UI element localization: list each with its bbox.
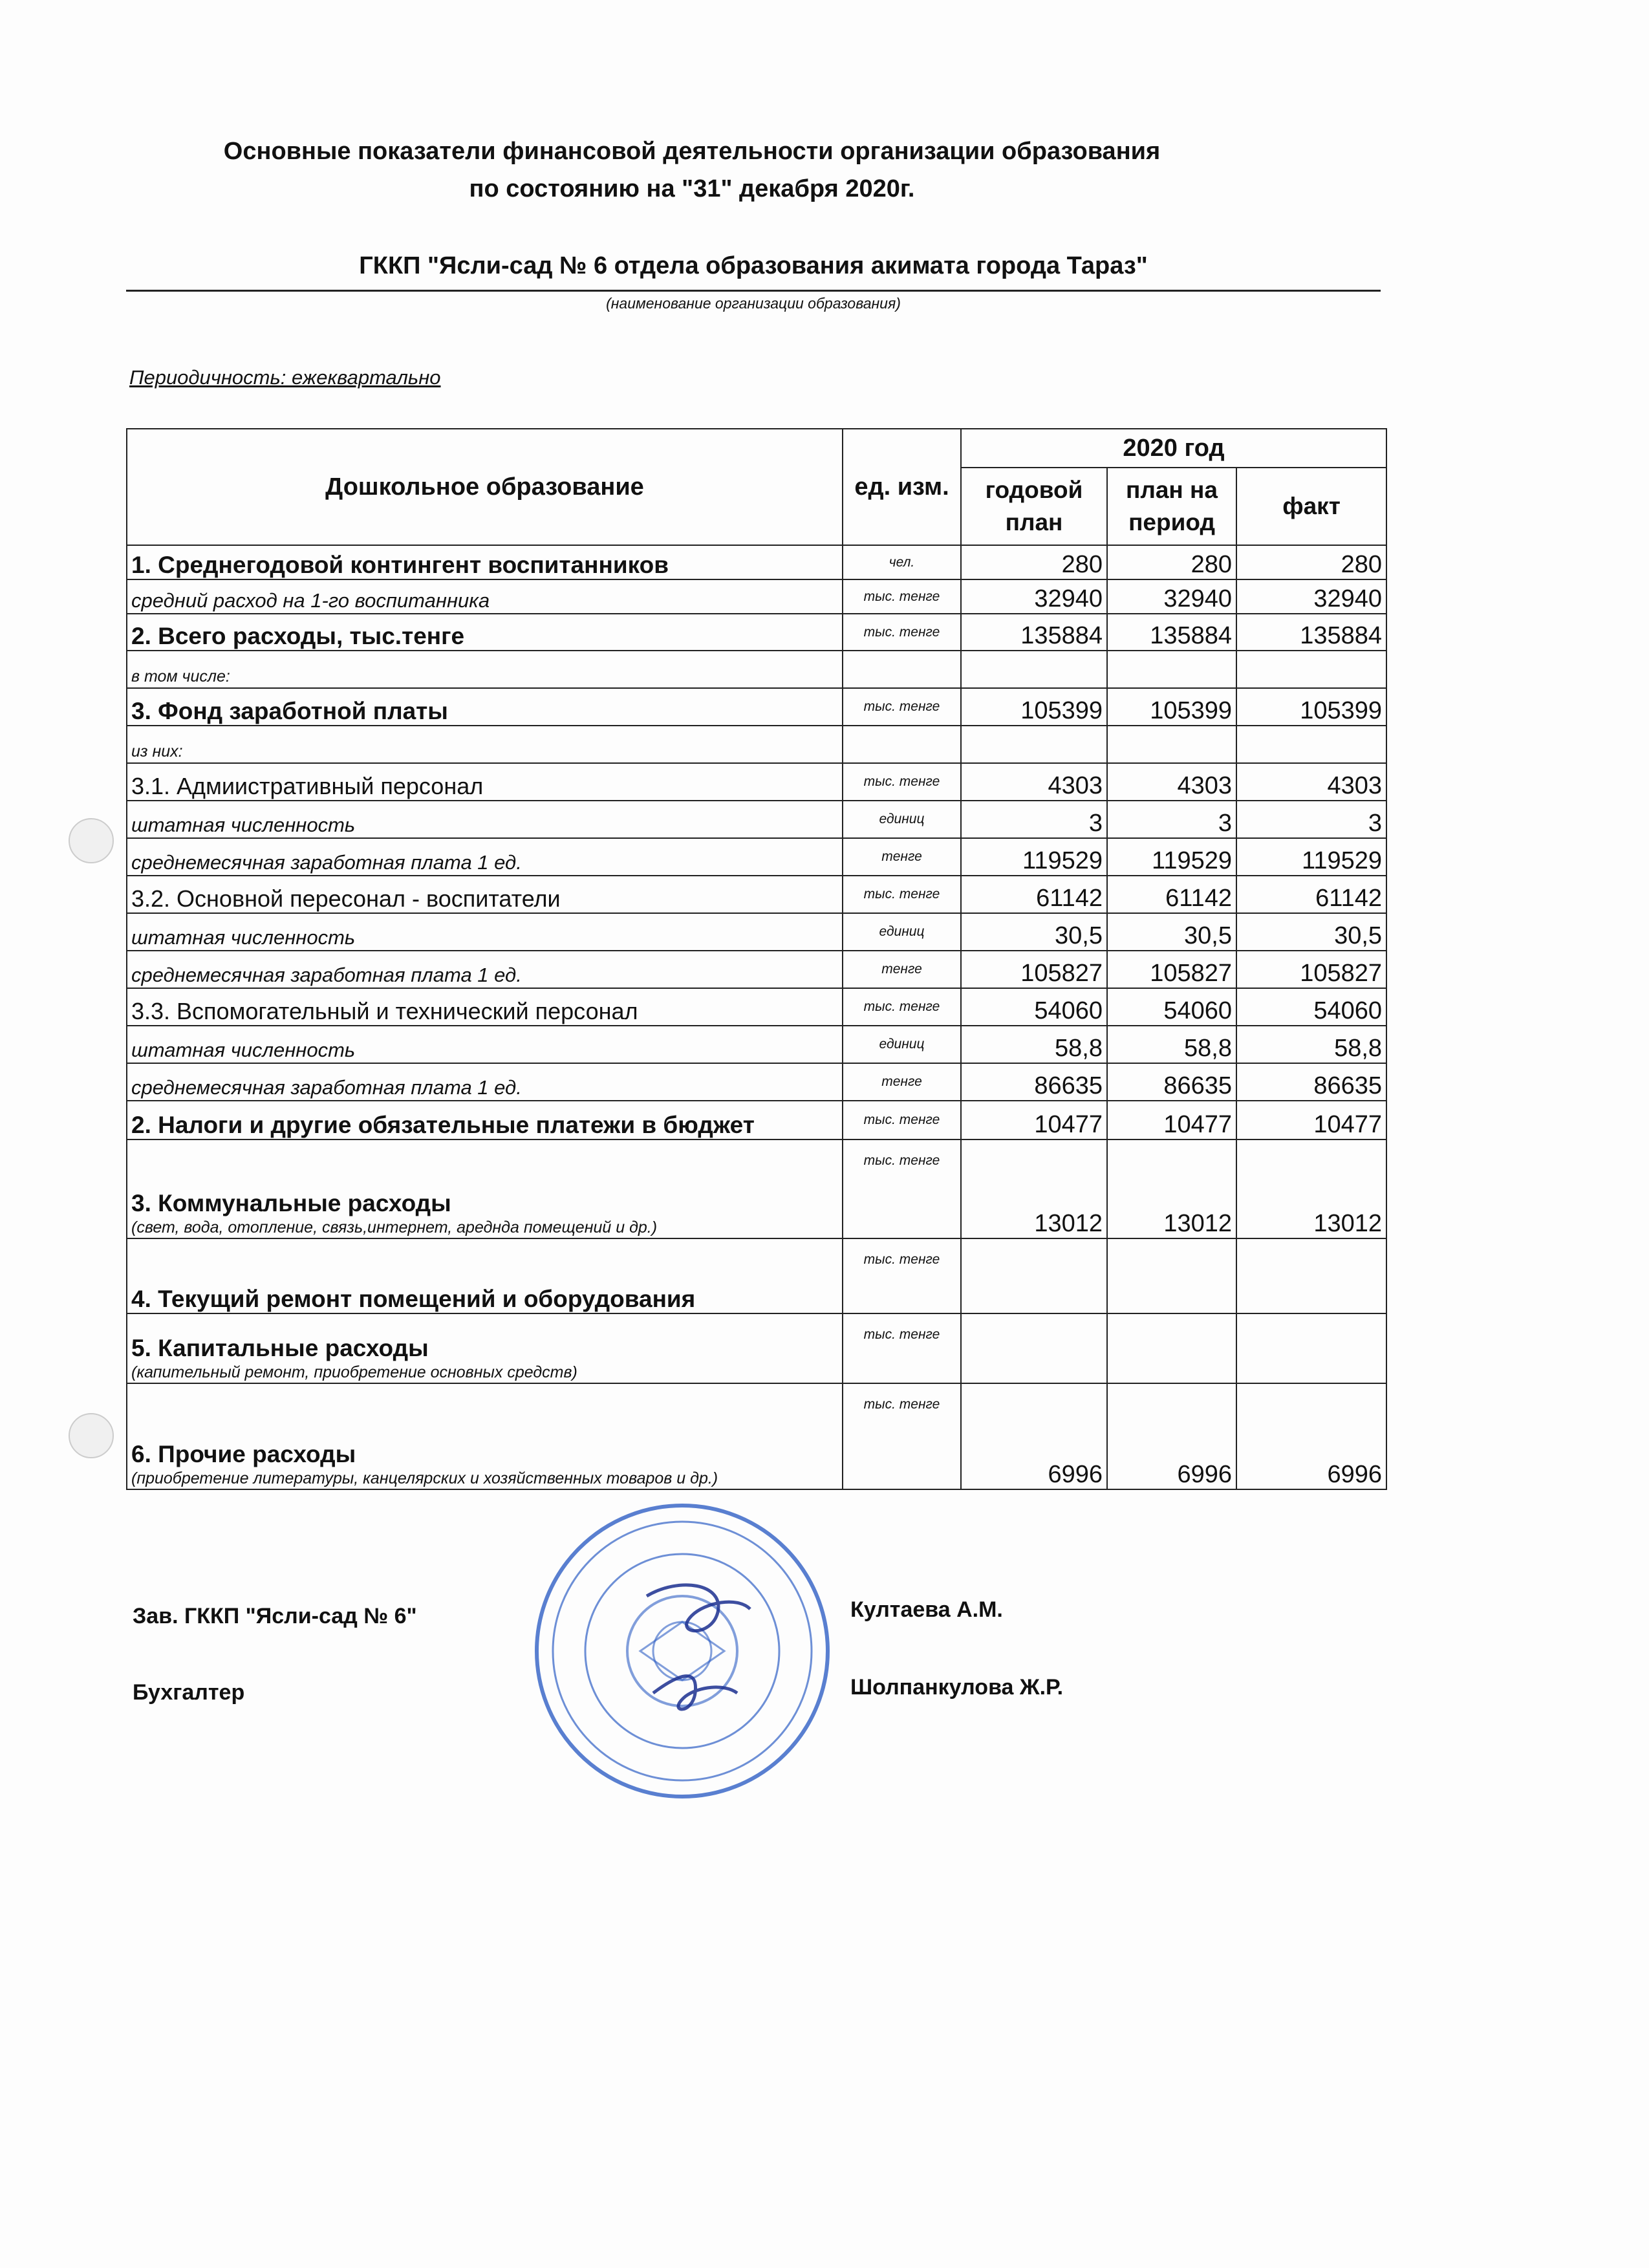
row-period-value: 119529	[1107, 838, 1236, 876]
row-label-text: 4. Текущий ремонт помещений и оборудования	[131, 1286, 696, 1312]
row-unit: единиц	[843, 801, 961, 838]
row-fact-value: 6996	[1236, 1383, 1386, 1489]
row-fact-value: 86635	[1236, 1063, 1386, 1101]
financial-table	[126, 428, 1387, 1490]
row-label-text: 2. Всего расходы, тыс.тенге	[131, 623, 465, 649]
row-label-text: 5. Капитальные расходы	[131, 1335, 429, 1361]
row-fact-value: 13012	[1236, 1139, 1386, 1238]
row-label-text: 3.3. Вспомогательный и технический персонал	[131, 998, 638, 1024]
row-period-value: 13012	[1107, 1139, 1236, 1238]
row-label	[127, 726, 843, 763]
row-label-text: штатная численность	[131, 1039, 356, 1061]
row-label-text: средний расход на 1-го воспитанника	[131, 589, 490, 612]
row-unit: тыс. тенге	[843, 763, 961, 801]
row-fact-value: 105399	[1236, 688, 1386, 726]
row-fact-value: 54060	[1236, 988, 1386, 1026]
row-unit: тыс. тенге	[843, 1139, 961, 1238]
row-annual-value: 13012	[961, 1139, 1107, 1238]
header-unit: ед. изм.	[843, 429, 961, 545]
row-unit: единиц	[843, 1026, 961, 1063]
table-row	[127, 1313, 1386, 1383]
header-fact: факт	[1236, 468, 1386, 545]
row-unit: тыс. тенге	[843, 988, 961, 1026]
signature-head	[647, 1585, 750, 1631]
row-period-value: 105399	[1107, 688, 1236, 726]
row-fact-value: 3	[1236, 801, 1386, 838]
row-label	[127, 614, 843, 651]
row-unit: тыс. тенге	[843, 1238, 961, 1313]
row-unit: тыс. тенге	[843, 1313, 961, 1383]
row-fact-value	[1236, 726, 1386, 763]
row-label	[127, 951, 843, 988]
row-label	[127, 579, 843, 614]
row-label-text: 3. Фонд заработной платы	[131, 698, 448, 724]
table-row	[127, 579, 1386, 614]
row-annual-value: 10477	[961, 1101, 1107, 1139]
table-row	[127, 545, 1386, 579]
row-label-text: среднемесячная заработная плата 1 ед.	[131, 851, 522, 874]
row-unit: чел.	[843, 545, 961, 579]
punch-hole-top	[69, 818, 114, 863]
table-row	[127, 1238, 1386, 1313]
row-label	[127, 1101, 843, 1139]
row-period-value: 280	[1107, 545, 1236, 579]
row-annual-value: 58,8	[961, 1026, 1107, 1063]
table-row	[127, 876, 1386, 913]
table-row	[127, 688, 1386, 726]
row-note: (капительный ремонт, приобретение основных средств)	[131, 1363, 577, 1381]
row-fact-value	[1236, 1238, 1386, 1313]
row-period-value	[1107, 651, 1236, 688]
row-period-value: 30,5	[1107, 913, 1236, 951]
row-unit: тыс. тенге	[843, 579, 961, 614]
row-unit: тыс. тенге	[843, 688, 961, 726]
row-annual-value: 61142	[961, 876, 1107, 913]
row-label-text: 3.2. Основной пересонал - воспитатели	[131, 885, 561, 912]
row-annual-value: 3	[961, 801, 1107, 838]
row-label	[127, 688, 843, 726]
row-fact-value: 280	[1236, 545, 1386, 579]
row-label	[127, 545, 843, 579]
row-label	[127, 988, 843, 1026]
row-annual-value: 32940	[961, 579, 1107, 614]
row-label	[127, 1063, 843, 1101]
row-fact-value: 4303	[1236, 763, 1386, 801]
row-label	[127, 651, 843, 688]
row-annual-value	[961, 1238, 1107, 1313]
table-row	[127, 726, 1386, 763]
row-label-text: 1. Среднегодовой контингент воспитанников	[131, 552, 669, 578]
row-annual-value: 105827	[961, 951, 1107, 988]
row-fact-value: 119529	[1236, 838, 1386, 876]
row-unit: тыс. тенге	[843, 1101, 961, 1139]
row-period-value: 86635	[1107, 1063, 1236, 1101]
row-unit: тыс. тенге	[843, 614, 961, 651]
row-annual-value: 105399	[961, 688, 1107, 726]
row-period-value: 10477	[1107, 1101, 1236, 1139]
row-label	[127, 1026, 843, 1063]
row-period-value	[1107, 1313, 1236, 1383]
table-row	[127, 913, 1386, 951]
row-label-text: среднемесячная заработная плата 1 ед.	[131, 964, 522, 986]
row-period-value	[1107, 1238, 1236, 1313]
row-period-value: 61142	[1107, 876, 1236, 913]
table-row	[127, 988, 1386, 1026]
row-unit: тыс. тенге	[843, 876, 961, 913]
row-annual-value: 86635	[961, 1063, 1107, 1101]
row-period-value	[1107, 726, 1236, 763]
row-unit: тенге	[843, 1063, 961, 1101]
row-unit: тенге	[843, 838, 961, 876]
row-unit: единиц	[843, 913, 961, 951]
table-row	[127, 838, 1386, 876]
table-row	[127, 1101, 1386, 1139]
row-label-text: в том числе:	[131, 667, 230, 686]
row-note: (приобретение литературы, канцелярских и хозяйственных товаров и др.)	[131, 1469, 718, 1487]
row-label-text: 2. Налоги и другие обязательные платежи в бюджет	[131, 1112, 755, 1138]
table-row	[127, 1383, 1386, 1489]
row-annual-value: 4303	[961, 763, 1107, 801]
row-fact-value: 135884	[1236, 614, 1386, 651]
punch-hole-bottom	[69, 1413, 114, 1458]
table-row	[127, 1063, 1386, 1101]
row-fact-value: 10477	[1236, 1101, 1386, 1139]
row-period-value: 58,8	[1107, 1026, 1236, 1063]
signature-accountant-title: Бухгалтер	[133, 1680, 245, 1705]
signature-accountant-name: Шолпанкулова Ж.Р.	[850, 1675, 1064, 1700]
page-title	[123, 133, 1261, 208]
row-fact-value: 61142	[1236, 876, 1386, 913]
header-section: Дошкольное образование	[127, 429, 843, 545]
row-unit: тенге	[843, 951, 961, 988]
table-row	[127, 801, 1386, 838]
organization-caption: (наименование организации образования)	[606, 295, 901, 312]
header-period-plan: план на период	[1107, 468, 1236, 545]
row-annual-value: 30,5	[961, 913, 1107, 951]
table-row	[127, 614, 1386, 651]
row-label	[127, 801, 843, 838]
row-fact-value: 32940	[1236, 579, 1386, 614]
row-label	[127, 838, 843, 876]
row-annual-value: 6996	[961, 1383, 1107, 1489]
row-period-value: 3	[1107, 801, 1236, 838]
row-label	[127, 1383, 843, 1489]
row-annual-value	[961, 651, 1107, 688]
row-annual-value	[961, 726, 1107, 763]
row-period-value: 135884	[1107, 614, 1236, 651]
table-row	[127, 951, 1386, 988]
row-period-value: 54060	[1107, 988, 1236, 1026]
row-label-text: 6. Прочие расходы	[131, 1441, 356, 1467]
row-label	[127, 763, 843, 801]
periodicity: Периодичность: ежеквартально	[129, 366, 441, 389]
row-period-value: 105827	[1107, 951, 1236, 988]
table-row	[127, 763, 1386, 801]
header-annual-plan: годовой план	[961, 468, 1107, 545]
row-annual-value: 119529	[961, 838, 1107, 876]
signature-head-name: Култаева А.М.	[850, 1597, 1003, 1622]
row-fact-value	[1236, 651, 1386, 688]
row-label	[127, 913, 843, 951]
header-year: 2020 год	[961, 429, 1386, 468]
row-period-value: 4303	[1107, 763, 1236, 801]
official-stamp	[530, 1499, 834, 1803]
row-period-value: 6996	[1107, 1383, 1236, 1489]
row-fact-value: 30,5	[1236, 913, 1386, 951]
row-fact-value	[1236, 1313, 1386, 1383]
row-annual-value: 54060	[961, 988, 1107, 1026]
row-period-value: 32940	[1107, 579, 1236, 614]
table-row	[127, 651, 1386, 688]
table-body	[127, 545, 1386, 1489]
row-label-text: среднемесячная заработная плата 1 ед.	[131, 1076, 522, 1099]
row-label	[127, 1139, 843, 1238]
row-label-text: 3.1. Адмиистративный персонал	[131, 773, 484, 799]
row-annual-value: 135884	[961, 614, 1107, 651]
row-annual-value	[961, 1313, 1107, 1383]
signature-head-title: Зав. ГККП "Ясли-сад № 6"	[133, 1604, 417, 1628]
row-label-text: из них:	[131, 742, 183, 761]
row-unit	[843, 651, 961, 688]
title-line-1: Основные показатели финансовой деятельности организации образования	[223, 138, 1161, 165]
row-annual-value: 280	[961, 545, 1107, 579]
row-label-text: 3. Коммунальные расходы	[131, 1190, 451, 1216]
table-row	[127, 1139, 1386, 1238]
organization-name: ГККП "Ясли-сад № 6 отдела образования акимата города Тараз"	[126, 252, 1381, 292]
title-line-2: по состоянию на "31" декабря 2020г.	[469, 175, 915, 202]
row-label-text: штатная численность	[131, 926, 356, 949]
row-unit: тыс. тенге	[843, 1383, 961, 1489]
row-unit	[843, 726, 961, 763]
row-fact-value: 105827	[1236, 951, 1386, 988]
row-note: (свет, вода, отопление, связь,интернет, аредндa помещений и др.)	[131, 1218, 658, 1237]
table-row	[127, 1026, 1386, 1063]
row-label-text: штатная численность	[131, 814, 356, 836]
row-label	[127, 1313, 843, 1383]
row-label	[127, 876, 843, 913]
row-label	[127, 1238, 843, 1313]
row-fact-value: 58,8	[1236, 1026, 1386, 1063]
